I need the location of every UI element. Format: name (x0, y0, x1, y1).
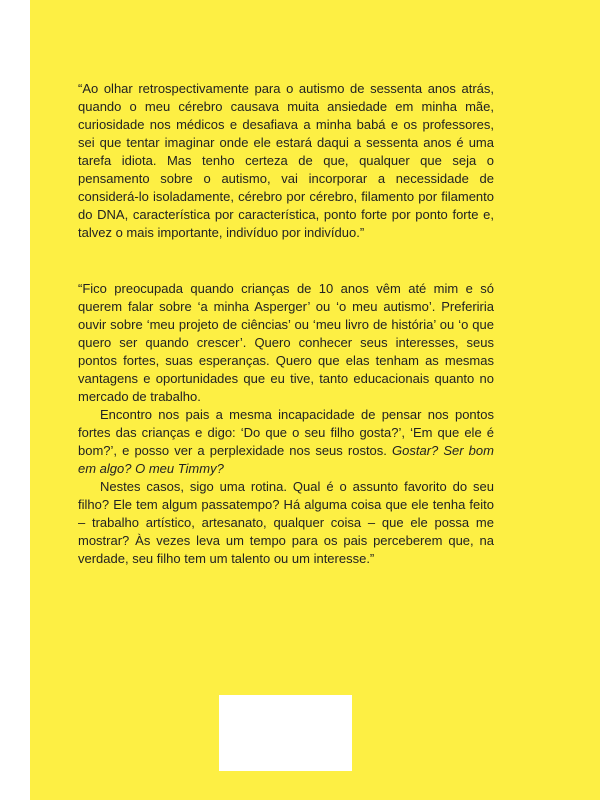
quote-2-paragraph-2-text: Encontro nos pais a mesma incapacidade de pensar nos pontos fortes das crianças e digo: ‘Do que o seu filho gosta?’, ‘Em que ele é bom?’, e posso ver a perplexidade nos seus rostos. (78, 407, 494, 458)
quote-2-paragraph-2 (78, 406, 494, 478)
quote-2-paragraph-2-italic: Gostar? Ser bom em algo? O meu Timmy? (78, 443, 494, 476)
quote-2-paragraph-1: “Fico preocupada quando crianças de 10 anos vêm até mim e só querem falar sobre ‘a minha Asperger’ ou ‘o meu autismo’. Preferiria ouvir sobre ‘meu projeto de ciências’ ou ‘meu livro de história’ ou ‘o que quero ser quando crescer’. Quero conhecer seus interesses, seus pontos fortes, suas esperanças. Quero que elas tenham as mesmas vantagens e oportunidades que eu tive, tanto educacionais quanto no mercado de trabalho. (78, 281, 494, 404)
quote-2-paragraph-3: Nestes casos, sigo uma rotina. Qual é o assunto favorito do seu filho? Ele tem algum passatempo? Há alguma coisa que ele tenha feito – trabalho artístico, artesanato, qualquer coisa – que ele possa me mostrar? Às vezes leva um tempo para os pais perceberem que, na verdade, seu filho tem um talento ou um interesse.” (78, 479, 494, 566)
barcode-placeholder (219, 695, 352, 771)
quote-block-1 (78, 80, 494, 242)
quote-block-2 (78, 280, 494, 568)
quote-1-text: “Ao olhar retrospectivamente para o autismo de sessenta anos atrás, quando o meu cérebro causava muita ansiedade em minha mãe, curiosidade nos médicos e desafiava a minha babá e os professores, sei que tentar imaginar onde ele estará daqui a sessenta anos é uma tarefa idiota. Mas tenho certeza de que, qualquer que seja o pensamento sobre o autismo, vai incorporar a necessidade de considerá-lo isoladamente, cérebro por cérebro, filamento por filamento do DNA, característica por característica, ponto forte por ponto forte e, talvez o mais importante, indivíduo por indivíduo.” (78, 81, 494, 240)
